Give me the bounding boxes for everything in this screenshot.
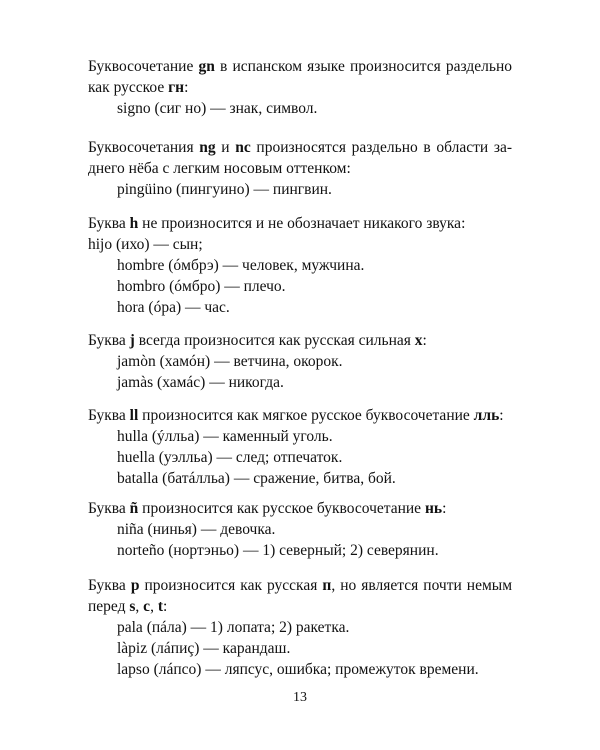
rule-text: Буквосочетание: [88, 58, 199, 75]
rule-line: [88, 575, 512, 596]
rule-text: всегда произносится как русская сильная: [134, 332, 415, 349]
section-p: [88, 575, 512, 680]
rule-text: , но является почти немым: [331, 577, 513, 594]
example-line: jamàs (хамáс) — никогда.: [117, 374, 284, 391]
letter-highlight: s: [129, 598, 136, 615]
letter-highlight: лль: [473, 407, 500, 424]
example-line: hombre (óмбрэ) — человек, мужчина.: [117, 257, 365, 274]
section-ng-nc: [88, 137, 512, 200]
example-line: làpiz (лáпиç) — карандаш.: [117, 640, 291, 657]
rule-text: произносится как русское буквосочетание: [138, 500, 425, 517]
example-line: niña (нинья) — девочка.: [117, 521, 276, 538]
example-line: lapso (лáпсо) — ляпсус, ошибка; промежуток времени.: [117, 661, 479, 678]
rule-text: Буква: [88, 577, 131, 594]
rule-text: как русское: [88, 79, 169, 96]
rule-line: [88, 56, 512, 77]
rule-line: днего нёба с легким носовым оттенком:: [88, 160, 351, 177]
rule-line: [88, 137, 512, 158]
example-line: pala (пáла) — 1) лопата; 2) ракетка.: [117, 619, 350, 636]
section-ll: [88, 405, 512, 489]
example-line: jamòn (хамóн) — ветчина, окорок.: [117, 353, 343, 370]
letter-highlight: nc: [235, 139, 251, 156]
section-j: [88, 330, 512, 393]
rule-text: Буква: [88, 407, 130, 424]
section-h: [88, 213, 512, 318]
letter-highlight: гн: [168, 79, 185, 96]
rule-text: произносится как русская: [139, 577, 323, 594]
rule-text: в испанском языке произносится раздельно: [214, 58, 512, 75]
section-gn: [88, 56, 512, 119]
example-line: batalla (батáлльа) — сражение, битва, бой.: [117, 470, 396, 487]
letter-highlight: gn: [198, 58, 215, 75]
rule-text: Буква: [88, 215, 130, 232]
example-line: pingüino (пингуино) — пингвин.: [117, 181, 332, 198]
letter-highlight: t: [157, 598, 163, 615]
rule-text: :: [422, 332, 427, 349]
rule-text: ,: [135, 598, 144, 615]
page-number: 13: [293, 690, 307, 705]
rule-text: :: [184, 79, 189, 96]
example-line: norteño (нортэньо) — 1) северный; 2) северянин.: [117, 542, 439, 559]
rule-line: [88, 596, 512, 617]
rule-text: не произносится и не обозначает никакого звука:: [138, 215, 466, 232]
example-line: signo (сиг но) — знак, символ.: [117, 100, 318, 117]
rule-text: Буквосочетания: [88, 139, 200, 156]
section-enye: [88, 498, 512, 561]
rule-text: произносятся раздельно в области за-: [250, 139, 513, 156]
letter-highlight: j: [129, 332, 135, 349]
example-line: hulla (ýлльа) — каменный уголь.: [117, 428, 333, 445]
example-line: hombro (óмбро) — плечо.: [117, 278, 286, 295]
letter-highlight: h: [129, 215, 139, 232]
rule-text: :: [499, 407, 504, 424]
rule-text: Буква: [88, 332, 130, 349]
letter-highlight: п: [322, 577, 332, 594]
rule-line: [88, 330, 512, 351]
letter-highlight: ll: [129, 407, 139, 424]
letter-highlight: ng: [199, 139, 216, 156]
rule-text: и: [215, 139, 236, 156]
rule-text: произносится как мягкое русское буквосочетание: [138, 407, 474, 424]
rule-line: [88, 77, 512, 98]
example-line: hijo (ихо) — сын;: [88, 236, 203, 253]
rule-line: [88, 498, 512, 519]
rule-text: ,: [150, 598, 158, 615]
example-line: hora (óра) — час.: [117, 299, 230, 316]
letter-highlight: х: [414, 332, 423, 349]
rule-text: :: [442, 500, 447, 517]
rule-line: [88, 213, 512, 234]
letter-highlight: p: [130, 577, 140, 594]
letter-highlight: c: [143, 598, 151, 615]
rule-text: перед: [88, 598, 130, 615]
rule-text: Буква: [88, 500, 130, 517]
rule-line: [88, 405, 512, 426]
rule-text: :: [162, 598, 168, 615]
letter-highlight: нь: [424, 500, 443, 517]
letter-highlight: ñ: [129, 500, 139, 517]
example-line: huella (уэлльа) — след; отпечаток.: [117, 449, 343, 466]
